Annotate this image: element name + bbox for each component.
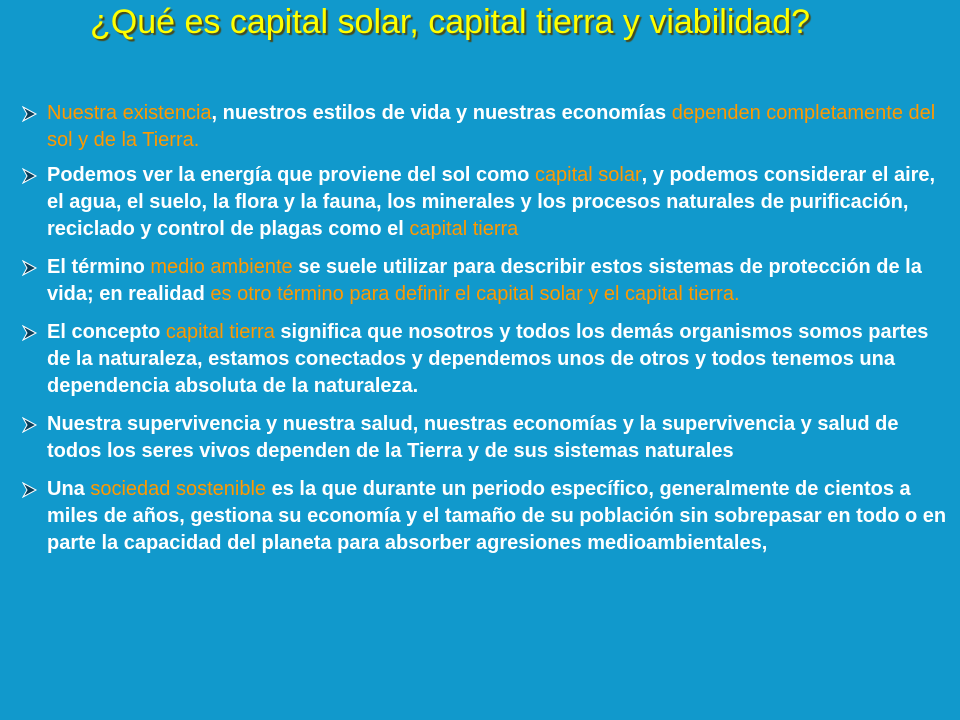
bullet-segment: es la que durante un periodo específico, generalmente de cientos a miles de años, gestiona su economía y el tamaño de su población sin sobrepasar en todo o en parte la capacidad del planeta para absorber agresiones medioambientales,	[47, 478, 947, 554]
bullet-list	[22, 100, 952, 565]
arrowhead-bullet-icon	[22, 480, 38, 500]
arrowhead-bullet-icon	[22, 411, 42, 438]
bullet-segment: El término	[47, 256, 151, 278]
bullet-segment: , y podemos considerar el aire, el agua, el suelo, la flora y la fauna, los minerales y los procesos naturales de purificación, reciclado y control de plagas como el	[47, 164, 936, 240]
arrowhead-bullet-icon	[22, 166, 38, 186]
bullet-segment: capital solar	[534, 164, 642, 186]
bullet-text	[47, 321, 928, 397]
arrowhead-bullet-icon	[22, 323, 38, 343]
bullet-text	[47, 256, 922, 305]
bullet-segment: medio ambiente	[150, 256, 293, 278]
arrowhead-bullet-icon	[22, 476, 42, 503]
arrowhead-bullet-icon	[22, 100, 42, 127]
arrowhead-bullet-icon	[22, 258, 38, 278]
bullet-text	[47, 164, 935, 240]
bullet-item	[22, 319, 952, 400]
bullet-item	[22, 476, 952, 557]
bullet-segment: Podemos ver la energía que proviene del sol como	[47, 164, 535, 186]
bullet-item	[22, 162, 952, 243]
bullet-item	[22, 411, 952, 465]
bullet-segment: es otro término para definir el capital solar y el capital tierra.	[210, 283, 740, 305]
bullet-segment: se suele utilizar para describir estos sistemas de protección de la vida; en realidad	[47, 256, 922, 305]
bullet-text	[47, 478, 946, 554]
bullet-segment: significa que nosotros y todos los demás organismos somos partes de la naturaleza, estamos conectados y dependemos unos de otros y todos tenemos una dependencia absoluta de la naturaleza.	[47, 321, 929, 397]
bullet-segment: capital tierra	[165, 321, 275, 343]
bullet-segment: dependen completamente del sol y de la Tierra.	[47, 102, 936, 151]
bullet-segment: capital tierra	[409, 218, 519, 240]
bullet-segment: sociedad sostenible	[90, 478, 267, 500]
bullet-item	[22, 254, 952, 308]
bullet-item	[22, 100, 952, 154]
arrowhead-bullet-icon	[22, 104, 38, 124]
arrowhead-bullet-icon	[22, 415, 38, 435]
bullet-text	[47, 413, 898, 462]
bullet-segment: Nuestra existencia	[47, 102, 212, 124]
arrowhead-bullet-icon	[22, 319, 42, 346]
bullet-text	[47, 102, 935, 151]
bullet-segment: Nuestra supervivencia y nuestra salud, nuestras economías y la supervivencia y salud de todos los seres vivos dependen de la Tierra y de sus sistemas naturales	[47, 413, 899, 462]
bullet-segment: Una	[47, 478, 91, 500]
arrowhead-bullet-icon	[22, 254, 42, 281]
arrowhead-bullet-icon	[22, 162, 42, 189]
slide-title: ¿Qué es capital solar, capital tierra y viabilidad?	[89, 3, 811, 41]
bullet-segment: El concepto	[47, 321, 166, 343]
bullet-segment: , nuestros estilos de vida y nuestras economías	[211, 102, 672, 124]
